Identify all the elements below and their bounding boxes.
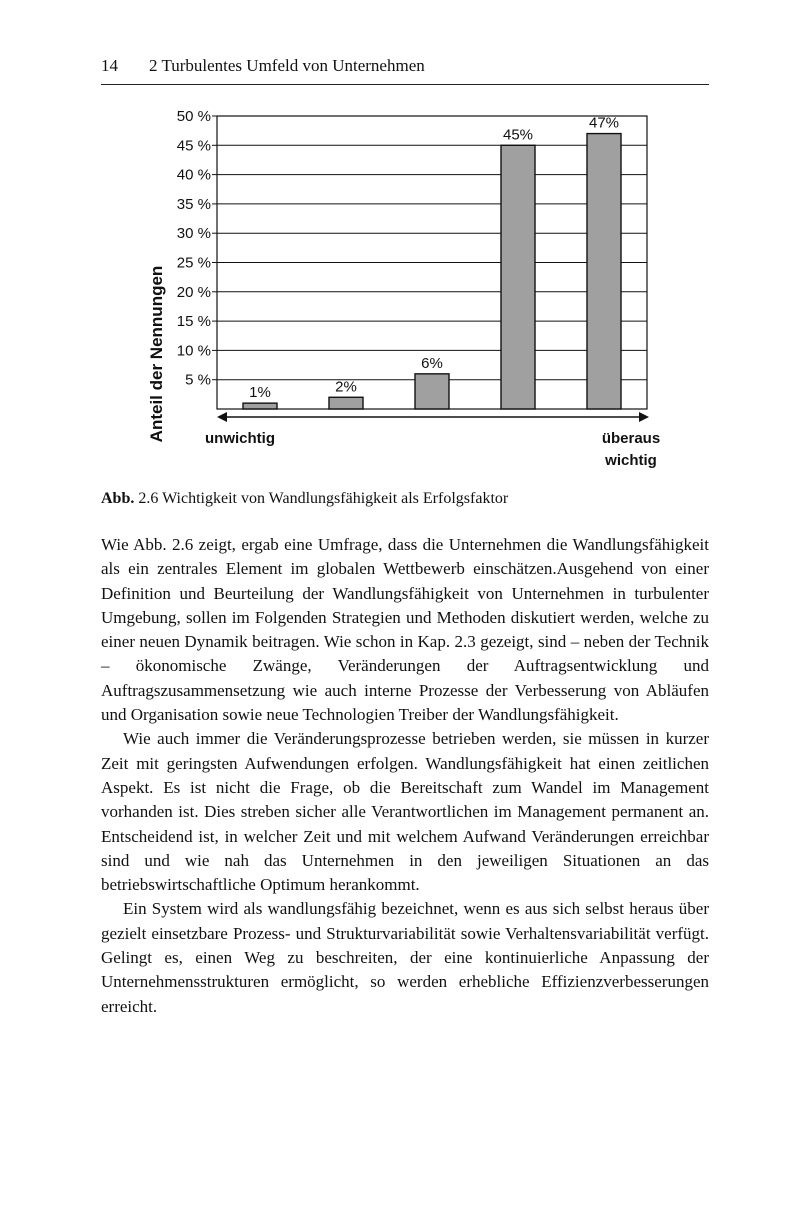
bar — [501, 145, 535, 409]
y-tick-label: 10 % — [176, 342, 211, 360]
figure-caption — [101, 490, 508, 508]
y-tick-label: 5 % — [185, 371, 211, 389]
bar — [587, 134, 621, 409]
scale-label-unwichtig: unwichtig — [205, 430, 275, 447]
body-text — [101, 533, 709, 1019]
page-number: 14 — [101, 56, 118, 75]
data-label: 2% — [335, 378, 357, 396]
bar — [243, 403, 277, 409]
data-label: 6% — [421, 354, 443, 372]
y-tick-label: 35 % — [176, 195, 211, 213]
scale-label-ueberaus: überaus — [601, 430, 661, 447]
y-axis-label: Anteil der Nennungen — [147, 265, 166, 443]
y-tick-label: 40 % — [176, 166, 211, 184]
data-label: 45% — [502, 126, 534, 144]
data-label: 47% — [588, 114, 620, 132]
bar-chart — [0, 100, 800, 480]
paragraph-3: Ein System wird als wandlungsfähig bezeichnet, wenn es aus sich selbst heraus über gezielt einsetzbare Prozess- und Strukturvariabilität sowie Verhaltensvariabilität verfügt. Gelingt es, einen Weg zu beschreiten, der eine kontinuierliche Anpassung der Unternehmensstrukturen ermöglicht, so werden erhebliche Effizienzverbesserungen erreicht. — [101, 899, 709, 1016]
paragraph-1: Wie Abb. 2.6 zeigt, ergab eine Umfrage, dass die Unternehmen die Wandlungsfähigkeit als ein zentrales Element im globalen Wettbewerb einschätzen.Ausgehend von einer Definition und Beurteilung der Wandlungsfähigkeit von Unternehmen in turbulenter Umgebung, sollen im Folgenden Strategien und Methoden diskutiert werden, welche zu einer neuen Dynamik beitragen. Wie schon in Kap. 2.3 gezeigt, sind – neben der Technik – ökonomische Zwänge, Veränderungen der Auftragsentwicklung und Auftragszusammensetzung wie auch interne Prozesse der Verbesserung von Abläufen und Organisation sowie neue Technologien Treiber der Wandlungsfähigkeit. — [101, 535, 709, 725]
y-tick-label: 25 % — [176, 254, 211, 272]
data-label: 1% — [249, 384, 271, 402]
caption-label: Abb. — [101, 490, 135, 507]
y-tick-label: 45 % — [176, 137, 211, 155]
y-tick-label: 20 % — [176, 283, 211, 301]
caption-text: 2.6 Wichtigkeit von Wandlungsfähigkeit als Erfolgsfaktor — [138, 490, 509, 507]
y-tick-label: 30 % — [176, 225, 211, 243]
y-tick-label: 50 % — [176, 108, 211, 125]
running-header — [101, 56, 709, 85]
y-tick-label: 15 % — [176, 313, 211, 331]
bar — [415, 374, 449, 409]
scale-label-wichtig: wichtig — [605, 452, 657, 469]
running-head: 2 Turbulentes Umfeld von Unternehmen — [149, 56, 425, 75]
scale-arrow-left-head — [217, 412, 227, 422]
bar — [329, 397, 363, 409]
scale-arrow-right-head — [639, 412, 649, 422]
paragraph-2: Wie auch immer die Veränderungsprozesse betrieben werden, sie müssen in kurzer Zeit mit geringsten Aufwendungen erfolgen. Wandlungsfähigkeit hat einen zeitlichen Aspekt. Es ist nicht die Frage, ob die Bereitschaft zum Wandel im Management vorhanden ist. Dies streben sicher alle Verantwortlichen im Management permanent an. Entscheidend ist, in welcher Zeit und mit welchem Aufwand Veränderungen erreichbar sind und wie nah das Unternehmen in den jeweiligen Situationen an das betriebswirtschaftliche Optimum herankommt. — [101, 729, 709, 895]
